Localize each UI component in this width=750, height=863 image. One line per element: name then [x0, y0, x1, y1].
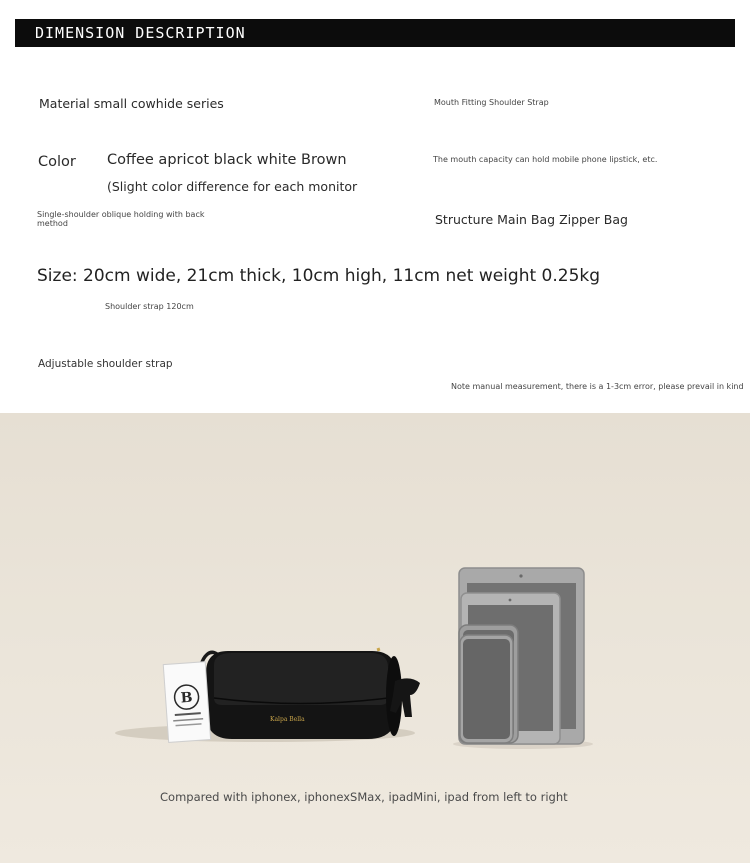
capacity-text: The mouth capacity can hold mobile phone lipstick, etc. [433, 155, 658, 164]
strap-length-text: Shoulder strap 120cm [105, 302, 194, 311]
adjustable-text: Adjustable shoulder strap [38, 358, 173, 370]
section-title: DIMENSION DESCRIPTION [35, 24, 246, 42]
tag-letter: B [180, 689, 194, 707]
method-line-1: Single-shoulder oblique holding with back [37, 210, 205, 219]
material-text: Material small cowhide series [39, 96, 224, 111]
product-comparison-photo [0, 413, 750, 863]
color-note: (Slight color difference for each monitor [107, 179, 358, 194]
color-value: Coffee apricot black white Brown [107, 152, 347, 168]
bag-logo: Kalpa Bella [270, 716, 305, 723]
size-text: Size: 20cm wide, 21cm thick, 10cm high, 11cm net weight 0.25kg [37, 266, 601, 286]
structure-text: Structure Main Bag Zipper Bag [435, 212, 628, 227]
color-label: Color [38, 154, 76, 170]
mouth-text: Mouth Fitting Shoulder Strap [434, 98, 549, 107]
comparison-caption: Compared with iphonex, iphonexSMax, ipadMini, ipad from left to right [160, 790, 568, 804]
method-line-2: method [37, 219, 68, 228]
header-bar [15, 19, 735, 47]
measurement-note: Note manual measurement, there is a 1-3cm error, please prevail in kind [451, 382, 744, 391]
